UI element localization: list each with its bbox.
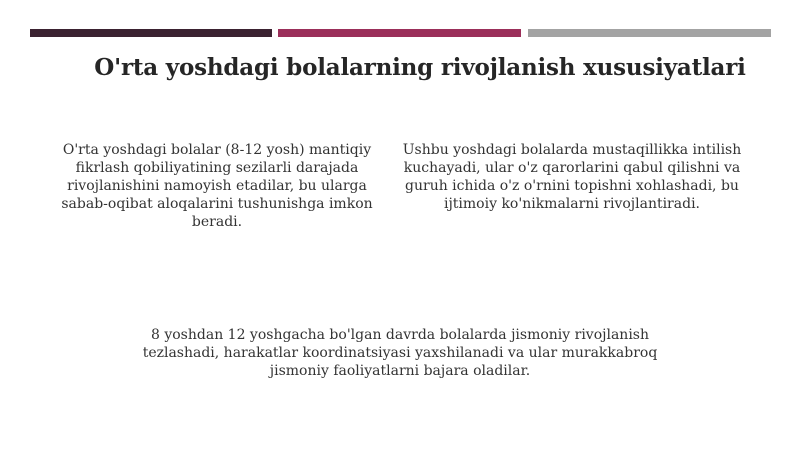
accent-bar-gray [528,29,771,37]
accent-bar-magenta [278,29,521,37]
paragraph-physical: 8 yoshdan 12 yoshgacha bo'lgan davrda bolalarda jismoniy rivojlanish tezlashadi, harakatlar koordinatsiyasi yaxshilanadi va ular murakkabroq jismoniy faoliyatlarni bajara oladilar. [142,327,658,379]
accent-bar-dark [30,29,272,37]
slide-title: O'rta yoshdagi bolalarning rivojlanish xususiyatlari [94,54,746,81]
paragraph-cognitive: O'rta yoshdagi bolalar (8-12 yosh) mantiqiy fikrlash qobiliyatining sezilarli darajada rivojlanishini namoyish etadilar, bu ularga sabab-oqibat aloqalarini tushunishga imkon beradi. [61,142,373,230]
paragraph-social: Ushbu yoshdagi bolalarda mustaqillikka intilish kuchayadi, ular o'z qarorlarini qabul qilishni va guruh ichida o'z o'rnini topishni xohlashadi, bu ijtimoiy ko'nikmalarni rivojlantiradi. [402,142,742,212]
